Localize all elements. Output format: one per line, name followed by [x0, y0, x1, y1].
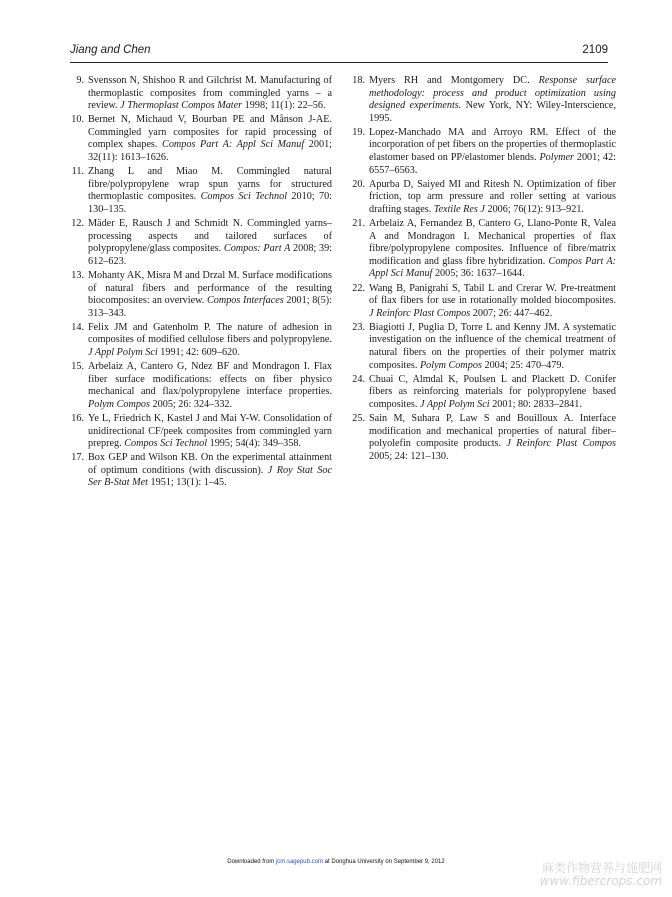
reference-item	[70, 75, 332, 113]
reference-text: Wang B, Panigrahi S, Tabil L and Crerar W. Pre-treatment of flax fibers for use in rotationally molded biocomposites.	[369, 282, 616, 307]
reference-citation-tail: 2001; 32(11): 1613–1626.	[88, 139, 333, 164]
reference-number: 23.	[352, 321, 365, 333]
reference-citation-tail: 2005; 36: 1637–1644.	[434, 268, 525, 280]
reference-item	[70, 114, 332, 164]
reference-text: Chuai C, Almdal K, Poulsen L and Plackett D. Conifer fibers as reinforcing materials for polypropylene based composites.	[369, 373, 616, 410]
reference-item	[351, 283, 616, 321]
reference-citation-tail: 1951; 13(1): 1–45.	[150, 477, 227, 489]
reference-item	[70, 166, 332, 216]
reference-item	[70, 452, 332, 490]
reference-text: Bernet N, Michaud V, Bourban PE and Månson J-AE. Commingled yarn composites for rapid processing of complex shapes.	[88, 114, 332, 151]
reference-journal: J Thermoplast Compos Mater	[120, 100, 243, 112]
reference-citation-tail: 2010; 70: 130–135.	[88, 191, 333, 215]
reference-number: 22.	[352, 282, 365, 294]
reference-number: 11.	[71, 166, 84, 178]
reference-item	[70, 270, 332, 320]
page-header	[70, 44, 608, 63]
reference-citation-tail: 2004; 25: 470–479.	[484, 359, 564, 371]
reference-journal: Textile Res J	[433, 203, 485, 215]
reference-number: 19.	[352, 126, 365, 138]
reference-journal: Polym Compos	[419, 359, 482, 371]
reference-journal: Compos Interfaces	[206, 295, 284, 307]
footer-link[interactable]: jcm.sagepub.com	[275, 859, 323, 865]
reference-number: 14.	[71, 321, 84, 333]
reference-item	[70, 218, 332, 268]
watermark-url: www.fibercrops.com	[539, 874, 662, 888]
reference-journal: J Reinforc Plast Compos	[369, 307, 471, 319]
reference-citation-tail: 2001; 80: 2833–2841.	[492, 398, 582, 410]
footer-suffix: at Donghua University on September 9, 2012	[324, 859, 445, 865]
reference-journal: Polym Compos	[88, 398, 150, 410]
reference-text: Zhang L and Miao M. Commingled natural fibre/polypropylene wrap spun yarns for structured thermoplastic composites.	[88, 166, 332, 203]
reference-journal: J Roy Stat Soc Ser B-Stat Met	[88, 464, 333, 489]
reference-number: 24.	[352, 373, 365, 385]
watermark	[540, 862, 662, 888]
reference-citation-tail: 2005; 24: 121–130.	[369, 450, 449, 462]
reference-item	[351, 374, 616, 412]
reference-text: Arbelaiz A, Fernandez B, Cantero G, Llano-Ponte R, Valea A and Mondragon I. Mechanical properties of flax fibre/polypropylene composites. Influence of fibre/matrix modification and glass fibre hybridization.	[369, 218, 616, 267]
reference-text: Apurba D, Saiyed MI and Ritesh N. Optimization of fiber friction, top arm pressure and roller setting at various drafting stages.	[369, 178, 616, 215]
reference-number: 13.	[71, 269, 84, 281]
reference-number: 21.	[352, 218, 365, 230]
page-number: 2109	[582, 44, 608, 56]
reference-citation-tail: 1991; 42: 609–620.	[160, 346, 240, 358]
references-left-column	[70, 75, 332, 492]
reference-text: Svensson N, Shishoo R and Gilchrist M. Manufacturing of thermoplastic composites from commingled yarns – a review.	[88, 75, 332, 112]
reference-text: Felix JM and Gatenholm P. The nature of adhesion in composites of modified cellulose fibers and polypropylene.	[88, 321, 332, 346]
reference-citation-tail: 2005; 26: 324–332.	[152, 398, 233, 410]
reference-text: Sain M, Suhara P, Law S and Bouilloux A. Interface modification and mechanical properties of natural fiber–polyolefin composite products.	[369, 412, 616, 450]
reference-text: Mohanty AK, Misra M and Drzal M. Surface modifications of natural fibers and performance of the resulting biocomposites: an overview.	[88, 269, 332, 307]
reference-item	[351, 179, 616, 217]
reference-journal: J Appl Polym Sci	[88, 346, 158, 358]
reference-text: Ye L, Friedrich K, Kastel J and Mai Y-W. Consolidation of unidirectional CF/peek composites from commingled yarn prepreg.	[88, 412, 332, 450]
reference-journal: Polymer	[539, 152, 574, 164]
reference-citation-tail: 2008; 39: 612–623.	[88, 243, 332, 267]
reference-item	[351, 75, 616, 125]
running-head: Jiang and Chen	[70, 44, 151, 56]
reference-journal: Compos Part A: Appl Sci Manuf	[369, 255, 616, 280]
reference-number: 17.	[71, 452, 84, 464]
reference-text: Arbelaiz A, Cantero G, Ndez BF and Mondragon I. Flax fiber surface modifications: effects on fiber physico mechanical and flax/polypropylene interface properties.	[88, 361, 332, 398]
reference-citation-tail: 2001; 42: 6557–6563.	[369, 152, 616, 176]
reference-text: Biagiotti J, Puglia D, Torre L and Kenny JM. A systematic investigation on the influence of the chemical treatment of natural fibers on the properties of their polymer matrix composites.	[369, 321, 616, 371]
reference-citation-tail: 2001; 8(5): 313–343.	[88, 295, 332, 319]
reference-number: 15.	[71, 361, 84, 373]
reference-journal: Response surface methodology: process and product optimization using designed experiments.	[369, 75, 617, 112]
reference-text: Mäder E, Rausch J and Schmidt N. Commingled yarns–processing aspects and tailored surfaces of polypropylene/glass composites.	[88, 218, 332, 255]
reference-item	[70, 413, 332, 451]
reference-number: 12.	[71, 218, 84, 230]
reference-journal: J Appl Polym Sci	[419, 398, 490, 410]
reference-journal: Compos: Part A	[223, 243, 291, 255]
reference-item	[351, 218, 616, 281]
reference-item	[351, 127, 616, 177]
reference-citation-tail: New York, NY: Wiley-Interscience, 1995.	[369, 100, 616, 124]
reference-citation-tail: 2006; 76(12): 913–921.	[487, 203, 584, 215]
reference-number: 10.	[71, 114, 84, 126]
reference-journal: Compos Sci Technol	[124, 438, 208, 450]
reference-item	[351, 322, 616, 372]
reference-text: Lopez-Manchado MA and Arroyo RM. Effect of the incorporation of pet fibers on the properties of thermoplastic elastomer based on PP/elastomer blends.	[369, 126, 616, 164]
reference-journal: Compos Part A: Appl Sci Manuf	[162, 139, 305, 151]
reference-text: Myers RH and Montgomery DC.	[369, 75, 530, 86]
reference-item	[70, 322, 332, 360]
reference-item	[70, 361, 332, 411]
references-right-column	[351, 75, 616, 465]
footer-prefix: Downloaded from	[227, 859, 275, 865]
reference-number: 20.	[352, 178, 365, 190]
reference-citation-tail: 1998; 11(1): 22–56.	[244, 100, 326, 112]
reference-citation-tail: 1995; 54(4): 349–358.	[209, 438, 301, 450]
reference-text: Box GEP and Wilson KB. On the experimental attainment of optimum conditions (with discussion).	[88, 452, 332, 476]
reference-number: 16.	[71, 412, 84, 424]
reference-item	[351, 413, 616, 463]
reference-citation-tail: 2007; 26: 447–462.	[472, 307, 553, 319]
reference-number: 18.	[352, 75, 365, 86]
reference-number: 9.	[76, 75, 84, 86]
watermark-chinese-text: 麻类作物营养与施肥网	[541, 861, 662, 875]
reference-journal: Compos Sci Technol	[200, 191, 288, 203]
reference-number: 25.	[352, 412, 365, 424]
reference-journal: J Reinforc Plast Compos	[506, 438, 616, 450]
